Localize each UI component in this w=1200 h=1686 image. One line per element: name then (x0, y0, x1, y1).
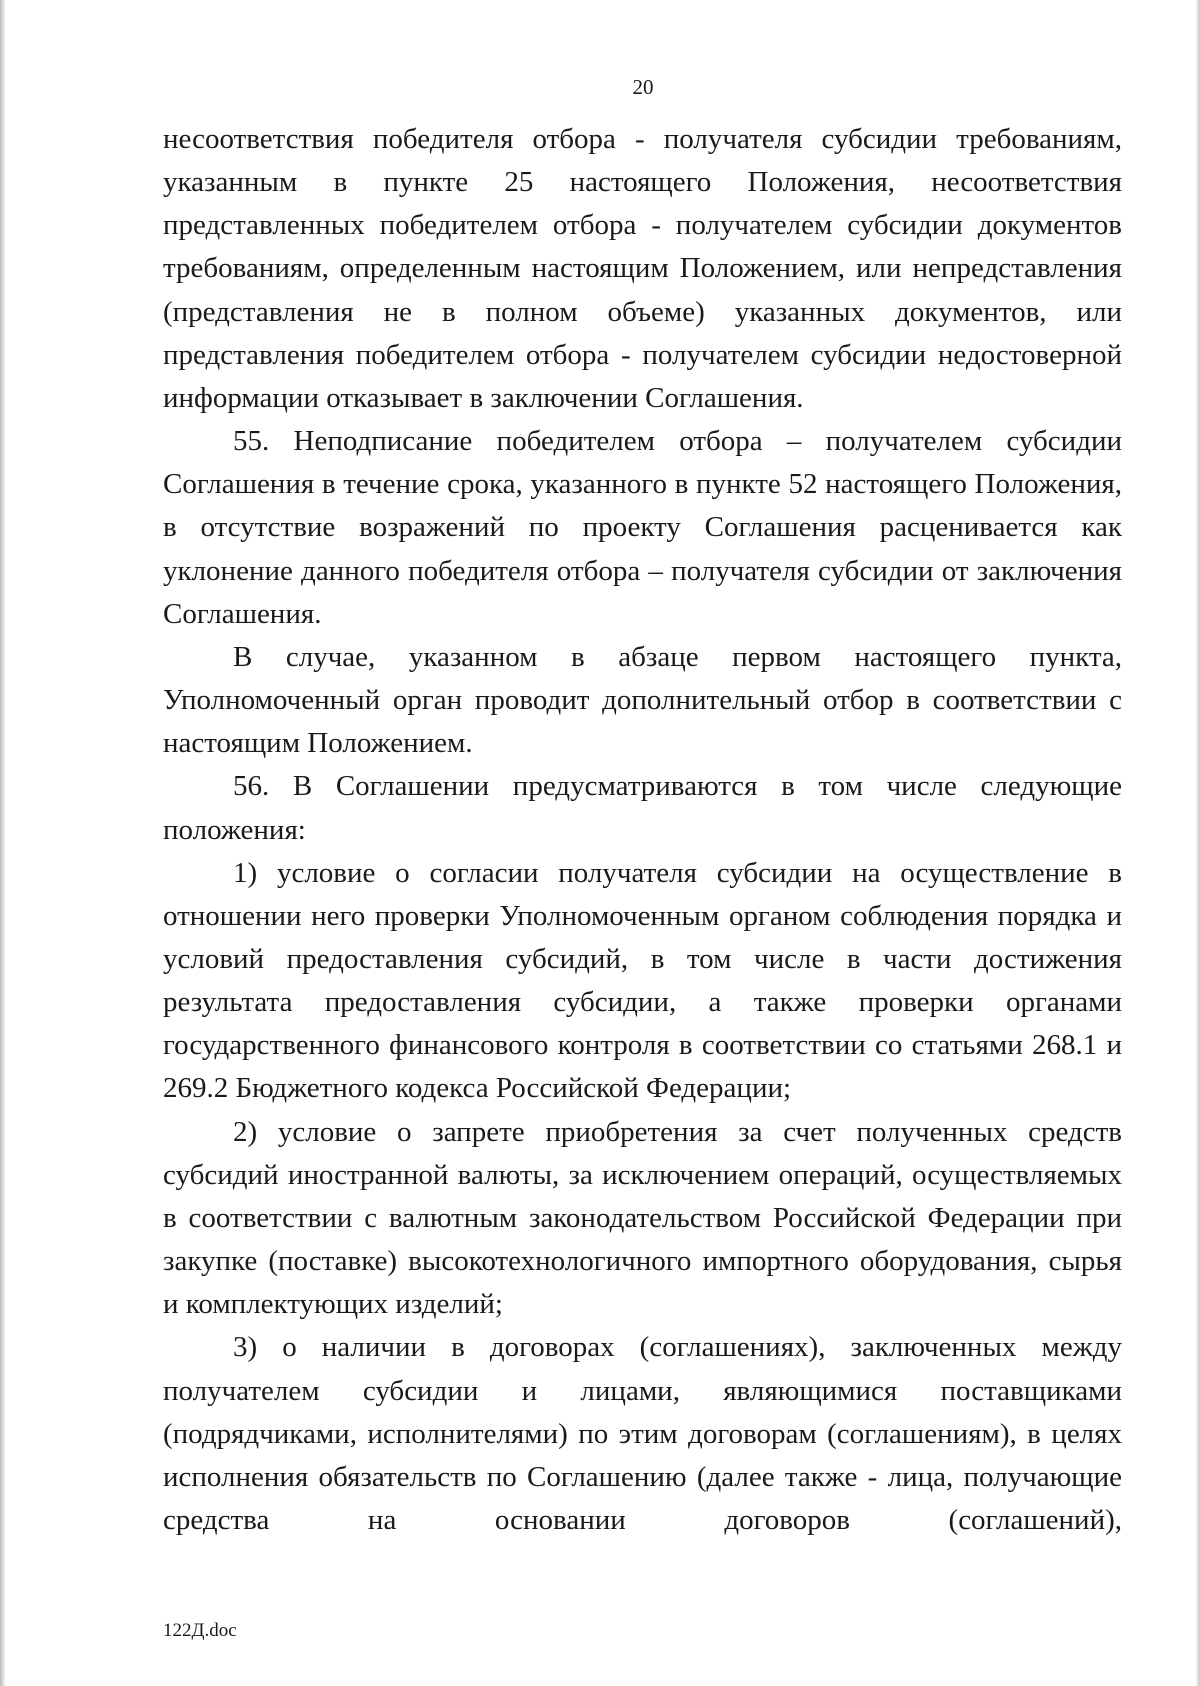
paragraph-item-55: 55. Неподписание победителем отбора – получателем субсидии Соглашения в течение срока, указанного в пункте 52 настоящего Положения, в отсутствие возражений по проекту Соглашения расценивается как уклонение данного победителя отбора – получателя субсидии от заключения Соглашения. (163, 425, 1122, 630)
scan-edge-right (1196, 0, 1200, 1686)
scan-edge-left (0, 0, 5, 1686)
paragraph-item-56-1: 1) условие о согласии получателя субсидии на осуществление в отношении него проверки Уполномоченным органом соблюдения порядка и условий предоставления субсидий, в том числе в части достижения результата предоставления субсидии, а также проверки органами государственного финансового контроля в соответствии со статьями 268.1 и 269.2 Бюджетного кодекса Российской Федерации; (163, 856, 1122, 1105)
paragraph-item-56: 56. В Соглашении предусматриваются в том числе следующие положения: (163, 770, 1122, 846)
footer-filename: 122Д.doc (163, 1620, 237, 1641)
paragraph-continuation: несоответствия победителя отбора - получателя субсидии требованиям, указанным в пункте 25 настоящего Положения, несоответствия представленных победителем отбора - получателем субсидии документов требованиям, определенным настоящим Положением, или непредставления (представления не в полном объеме) указанных документов, или представления победителем отбора - получателем субсидии недостоверной информации отказывает в заключении Соглашения. (163, 123, 1122, 414)
page-number: 20 (632, 75, 654, 99)
paragraph-item-56-2: 2) условие о запрете приобретения за счет полученных средств субсидий иностранной валюты, за исключением операций, осуществляемых в соответствии с валютным законодательством Российской Федерации при закупке (поставке) высокотехнологичного импортного оборудования, сырья и комплектующих изделий; (163, 1115, 1122, 1321)
paragraph-item-56-3: 3) о наличии в договорах (соглашениях), заключенных между получателем субсидии и лицами, являющимися поставщиками (подрядчиками, исполнителями) по этим договорам (соглашениям), в целях исполнения обязательств по Соглашению (далее также - лица, получающие средства на основании договоров (соглашений), (163, 1331, 1122, 1536)
document-body (163, 118, 1122, 1542)
paragraph-item-55-second: В случае, указанном в абзаце первом настоящего пункта, Уполномоченный орган проводит дополнительный отбор в соответствии с настоящим Положением. (163, 640, 1122, 760)
